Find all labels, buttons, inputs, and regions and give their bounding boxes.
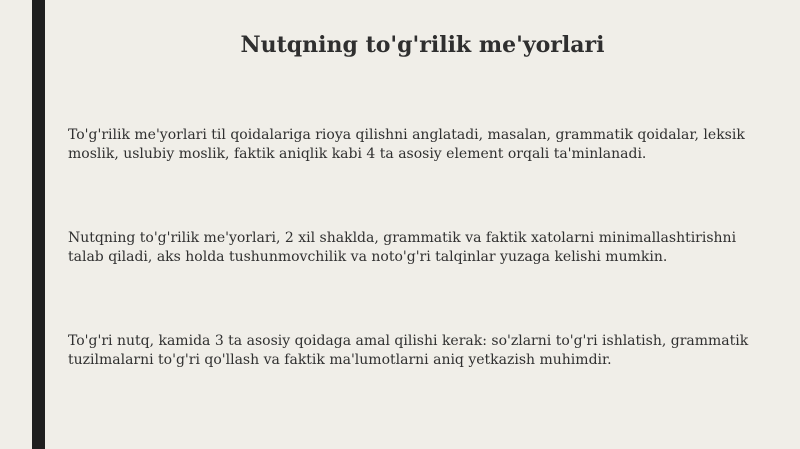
paragraph-3: To'g'ri nutq, kamida 3 ta asosiy qoidaga amal qilishi kerak: so'zlarni to'g'ri ishlatish, grammatik tuzilmalarni to'g'ri qo'llash va faktik ma'lumotlarni aniq yetkazish muhimdir. <box>68 333 749 368</box>
paragraph-1: To'g'rilik me'yorlari til qoidalariga rioya qilishni anglatadi, masalan, grammatik qoidalar, leksik moslik, uslubiy moslik, faktik aniqlik kabi 4 ta asosiy element orqali ta'minlanadi. <box>68 127 745 162</box>
slide-title: Nutqning to'g'rilik me'yorlari <box>240 32 605 58</box>
left-accent-bar <box>32 0 45 449</box>
paragraph-2: Nutqning to'g'rilik me'yorlari, 2 xil shaklda, grammatik va faktik xatolarni minimallashtirishni talab qiladi, aks holda tushunmovchilik va noto'g'ri talqinlar yuzaga kelishi mumkin. <box>68 230 737 265</box>
